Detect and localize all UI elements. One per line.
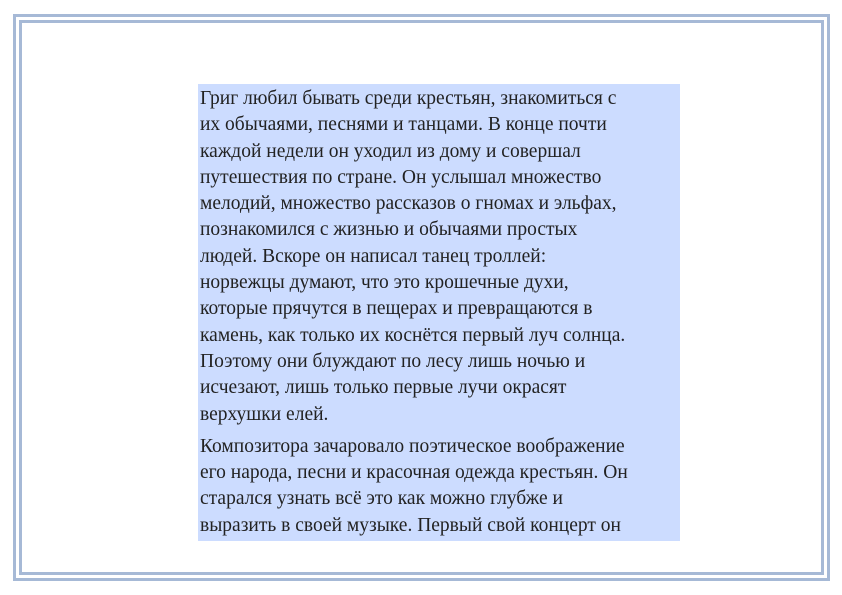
paragraph-2: Композитора зачаровало поэтическое воображение его народа, песни и красочная одежда крестьян. Он старался узнать всё это как можно глубже и выразить в своей музыке. Первый свой концерт он	[200, 435, 628, 536]
paragraph-1: Григ любил бывать среди крестьян, знакомиться с их обычаями, песнями и танцами. В конце почти каждой недели он уходил из дому и совершал путешествия по стране. Он услышал множество мелодий, множество рассказов о гномах и эльфах, познакомился с жизнью и обычаями простых людей. Вскоре он написал танец троллей: норвежцы думают, что это крошечные духи, которые прячутся в пещерах и превращаются в камень, как только их коснётся первый луч солнца. Поэтому они блуждают по лесу лишь ночью и исчезают, лишь только первые лучи окрасят верхушки елей.	[200, 88, 626, 425]
text-block	[198, 84, 680, 541]
